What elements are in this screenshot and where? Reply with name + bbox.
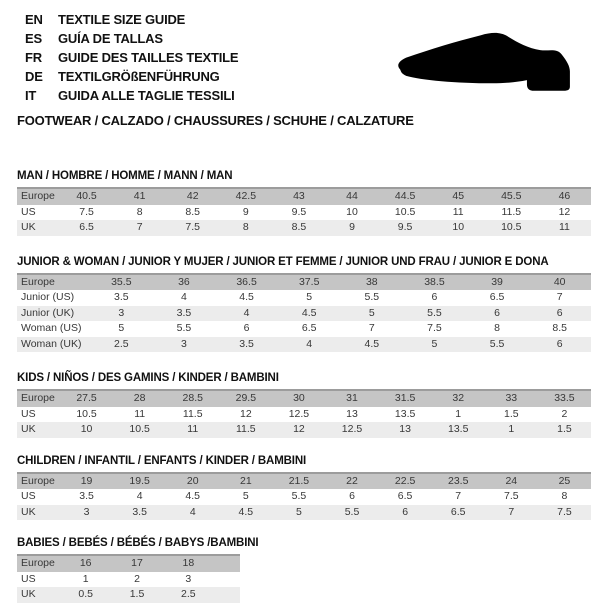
size-cell: 45 xyxy=(452,190,465,202)
size-cell: 5 xyxy=(242,490,249,502)
size-cell: 4.5 xyxy=(238,505,254,518)
table-row-kids-europe xyxy=(17,390,591,407)
section-title-kids: KIDS / NIÑOS / DES GAMINS / KINDER / BAMBINI xyxy=(17,372,279,384)
row-label: Europe xyxy=(21,557,55,569)
size-cell: 9 xyxy=(349,221,355,233)
size-tables xyxy=(0,170,600,603)
section-junior-woman xyxy=(17,256,600,353)
size-cell: 13 xyxy=(399,423,411,435)
table-row-babies-uk xyxy=(17,587,240,603)
size-cell: 3 xyxy=(181,337,187,350)
size-cell: 43 xyxy=(293,190,305,202)
size-cell: 38 xyxy=(365,275,378,288)
size-cell: 22 xyxy=(346,474,358,487)
size-cell: 44.5 xyxy=(394,190,416,202)
row-label: UK xyxy=(21,221,36,233)
size-cell: 30 xyxy=(293,392,305,404)
size-cell: 39 xyxy=(491,275,503,288)
size-cell: 10 xyxy=(452,221,465,233)
table-row-babies-us xyxy=(17,572,240,588)
size-cell: 4.5 xyxy=(364,337,380,350)
size-cell: 45.5 xyxy=(501,190,522,202)
row-label: US xyxy=(21,205,36,218)
size-cell: 20 xyxy=(186,474,199,487)
row-label: UK xyxy=(21,423,36,435)
table-row-kids-us xyxy=(17,407,591,423)
size-cell: 12 xyxy=(239,407,252,420)
section-title-children: CHILDREN / INFANTIL / ENFANTS / KINDER / BAMBINI xyxy=(17,454,307,467)
size-cell: 1.5 xyxy=(503,407,519,420)
size-cell: 28 xyxy=(133,392,146,404)
size-cell: 3.5 xyxy=(176,306,192,319)
size-cell: 8.5 xyxy=(291,221,307,233)
size-cell: 7.5 xyxy=(79,205,94,218)
size-cell: 23.5 xyxy=(447,474,469,487)
section-title-junior-woman: JUNIOR & WOMAN / JUNIOR Y MUJER / JUNIOR ET FEMME / JUNIOR UND FRAU / JUNIOR E DONA xyxy=(17,255,549,268)
size-cell: 11 xyxy=(558,221,570,233)
size-cell: 11 xyxy=(134,407,146,420)
shoe-icon xyxy=(396,32,574,94)
section-babies xyxy=(17,537,600,603)
size-cell: 8 xyxy=(494,322,500,334)
size-table-man xyxy=(17,187,591,236)
size-cell: 10.5 xyxy=(501,221,522,233)
language-code: DE xyxy=(25,69,43,84)
language-label: GUIDE DES TAILLES TEXTILE xyxy=(58,50,239,65)
size-cell: 6 xyxy=(402,505,409,518)
size-cell: 2 xyxy=(134,572,140,585)
size-cell: 25 xyxy=(558,474,571,487)
size-cell: 32 xyxy=(452,392,465,404)
size-cell: 7 xyxy=(368,322,375,334)
row-label: US xyxy=(21,407,36,420)
size-cell: 11.5 xyxy=(501,205,522,218)
size-cell: 12 xyxy=(293,423,305,435)
size-cell: 11 xyxy=(187,423,199,435)
table-row-junior-woman-woman-us xyxy=(17,321,591,337)
size-cell: 7 xyxy=(556,291,563,303)
size-cell: 3.5 xyxy=(79,490,94,502)
spacer-cell xyxy=(214,555,240,572)
size-cell: 0.5 xyxy=(78,588,93,600)
size-cell: 5 xyxy=(431,337,438,350)
size-cell: 24 xyxy=(505,474,518,487)
language-code: IT xyxy=(25,88,37,103)
table-row-children-uk xyxy=(17,505,591,521)
size-cell: 4 xyxy=(189,505,196,518)
size-cell: 27.5 xyxy=(76,392,97,404)
size-cell: 8.5 xyxy=(552,322,567,334)
size-cell: 9.5 xyxy=(291,205,307,218)
table-row-children-us xyxy=(17,489,591,505)
size-cell: 33 xyxy=(505,392,518,404)
size-cell: 36.5 xyxy=(236,275,257,288)
size-cell: 2 xyxy=(561,407,568,420)
table-row-man-us xyxy=(17,205,591,221)
size-cell: 19.5 xyxy=(129,474,150,487)
size-cell: 1 xyxy=(508,423,515,435)
size-cell: 4 xyxy=(306,337,313,350)
language-code: EN xyxy=(25,12,43,27)
size-cell: 21.5 xyxy=(288,474,310,487)
size-cell: 6 xyxy=(556,306,563,319)
size-cell: 36 xyxy=(178,275,190,288)
size-cell: 9 xyxy=(242,205,249,218)
size-cell: 6.5 xyxy=(489,291,505,303)
language-label: GUIDA ALLE TAGLIE TESSILI xyxy=(58,88,235,103)
size-cell: 8 xyxy=(242,221,249,233)
section-title-man: MAN / HOMBRE / HOMME / MANN / MAN xyxy=(17,170,233,182)
size-cell: 3 xyxy=(83,505,90,518)
section-kids xyxy=(17,372,600,438)
size-cell: 3.5 xyxy=(114,291,129,303)
spacer-cell xyxy=(214,572,240,588)
size-table-children xyxy=(17,472,591,521)
section-title-babies: BABIES / BEBÉS / BÉBÉS / BABYS /BAMBINI xyxy=(17,537,259,549)
row-label: US xyxy=(21,572,36,585)
size-cell: 2.5 xyxy=(114,337,129,350)
size-cell: 16 xyxy=(79,557,92,569)
size-cell: 6 xyxy=(349,490,355,502)
size-cell: 4 xyxy=(136,490,143,502)
size-cell: 29.5 xyxy=(235,392,257,404)
row-label: UK xyxy=(21,588,36,600)
size-cell: 5.5 xyxy=(364,291,380,303)
size-cell: 1 xyxy=(455,407,462,420)
size-cell: 3 xyxy=(118,306,125,319)
size-cell: 3 xyxy=(185,572,192,585)
size-cell: 11.5 xyxy=(182,407,203,420)
size-cell: 10 xyxy=(80,423,93,435)
size-cell: 13.5 xyxy=(394,407,416,420)
size-cell: 8.5 xyxy=(185,205,201,218)
size-cell: 6 xyxy=(431,291,438,303)
size-cell: 4 xyxy=(243,306,250,319)
size-cell: 7.5 xyxy=(557,505,572,518)
row-label: Europe xyxy=(21,392,55,404)
size-cell: 5.5 xyxy=(344,505,360,518)
size-cell: 6.5 xyxy=(79,221,94,233)
size-cell: 6 xyxy=(243,322,250,334)
size-cell: 5.5 xyxy=(176,322,192,334)
size-cell: 31 xyxy=(346,392,358,404)
size-cell: 11.5 xyxy=(235,423,256,435)
size-cell: 13.5 xyxy=(447,423,469,435)
size-cell: 4 xyxy=(181,291,187,303)
size-cell: 4.5 xyxy=(239,291,254,303)
table-row-kids-uk xyxy=(17,422,591,438)
size-cell: 40 xyxy=(553,275,566,288)
language-label: TEXTILE SIZE GUIDE xyxy=(58,12,186,27)
size-cell: 8 xyxy=(136,205,143,218)
row-label: Europe xyxy=(21,190,55,202)
size-cell: 5 xyxy=(296,505,302,518)
size-cell: 11 xyxy=(452,205,464,218)
size-cell: 12.5 xyxy=(288,407,310,420)
size-cell: 10.5 xyxy=(394,205,416,218)
size-cell: 17 xyxy=(131,557,143,569)
size-cell: 5 xyxy=(368,306,375,319)
spacer-cell xyxy=(214,587,240,603)
table-row-man-europe xyxy=(17,188,591,205)
size-cell: 10.5 xyxy=(129,423,150,435)
size-cell: 6.5 xyxy=(301,322,317,334)
row-label: Woman (US) xyxy=(21,322,82,334)
row-label: Junior (US) xyxy=(21,291,75,303)
size-cell: 7.5 xyxy=(185,221,201,233)
row-label: Europe xyxy=(21,275,55,288)
language-code: ES xyxy=(25,31,42,46)
language-label: TEXTILGRÖßENFÜHRUNG xyxy=(58,69,220,84)
size-cell: 13 xyxy=(346,407,358,420)
size-cell: 7.5 xyxy=(503,490,519,502)
size-cell: 6 xyxy=(494,306,500,319)
row-label: Europe xyxy=(21,474,55,487)
size-cell: 5.5 xyxy=(427,306,442,319)
size-cell: 5.5 xyxy=(291,490,307,502)
size-cell: 3.5 xyxy=(239,337,254,350)
language-label: GUÍA DE TALLAS xyxy=(58,31,163,46)
section-children xyxy=(17,455,600,521)
section-man xyxy=(17,170,600,236)
size-cell: 7 xyxy=(508,505,515,518)
size-cell: 12.5 xyxy=(341,423,363,435)
size-table-junior-woman xyxy=(17,273,591,353)
size-cell: 10.5 xyxy=(76,407,97,420)
size-cell: 5 xyxy=(306,291,313,303)
size-cell: 35.5 xyxy=(111,275,132,288)
size-cell: 5 xyxy=(118,322,125,334)
row-label: Junior (UK) xyxy=(21,306,75,319)
dress-shoe-silhouette xyxy=(396,32,574,94)
size-cell: 40.5 xyxy=(76,190,97,202)
size-cell: 12 xyxy=(558,205,571,218)
row-label: US xyxy=(21,490,36,502)
size-cell: 5.5 xyxy=(489,337,505,350)
size-cell: 9.5 xyxy=(397,221,413,233)
size-cell: 37.5 xyxy=(298,275,320,288)
size-cell: 42.5 xyxy=(235,190,257,202)
size-cell: 44 xyxy=(346,190,358,202)
size-cell: 4.5 xyxy=(185,490,201,502)
category-heading: FOOTWEAR / CALZADO / CHAUSSURES / SCHUHE / CALZATURE xyxy=(17,113,414,128)
size-cell: 4.5 xyxy=(301,306,317,319)
table-row-junior-woman-woman-uk xyxy=(17,337,591,353)
table-row-junior-woman-junior-uk xyxy=(17,306,591,322)
size-cell: 1.5 xyxy=(557,423,572,435)
size-cell: 2.5 xyxy=(181,588,196,600)
size-cell: 28.5 xyxy=(182,392,203,404)
size-cell: 38.5 xyxy=(424,275,445,288)
size-cell: 6 xyxy=(556,337,563,350)
size-cell: 6.5 xyxy=(397,490,413,502)
size-cell: 1.5 xyxy=(129,588,145,600)
size-cell: 31.5 xyxy=(394,392,416,404)
size-cell: 18 xyxy=(182,557,195,569)
table-row-babies-europe xyxy=(17,555,240,572)
size-cell: 7 xyxy=(455,490,462,502)
size-cell: 42 xyxy=(186,190,199,202)
size-cell: 21 xyxy=(239,474,252,487)
size-cell: 3.5 xyxy=(132,505,147,518)
size-cell: 6.5 xyxy=(450,505,466,518)
table-row-junior-woman-europe xyxy=(17,274,591,291)
size-cell: 41 xyxy=(133,190,146,202)
language-code: FR xyxy=(25,50,42,65)
size-cell: 7.5 xyxy=(427,322,442,334)
table-row-children-europe xyxy=(17,473,591,490)
size-cell: 33.5 xyxy=(554,392,575,404)
language-row-en xyxy=(25,10,600,29)
size-cell: 8 xyxy=(561,490,568,502)
size-cell: 10 xyxy=(346,205,358,218)
size-cell: 46 xyxy=(558,190,571,202)
size-table-kids xyxy=(17,389,591,438)
table-row-man-uk xyxy=(17,220,591,236)
size-table-babies xyxy=(17,554,240,603)
row-label: Woman (UK) xyxy=(21,337,82,350)
row-label: UK xyxy=(21,505,36,518)
size-cell: 7 xyxy=(136,221,143,233)
size-cell: 22.5 xyxy=(394,474,416,487)
table-row-junior-woman-junior-us xyxy=(17,290,591,306)
size-cell: 19 xyxy=(80,474,93,487)
size-cell: 1 xyxy=(82,572,89,585)
